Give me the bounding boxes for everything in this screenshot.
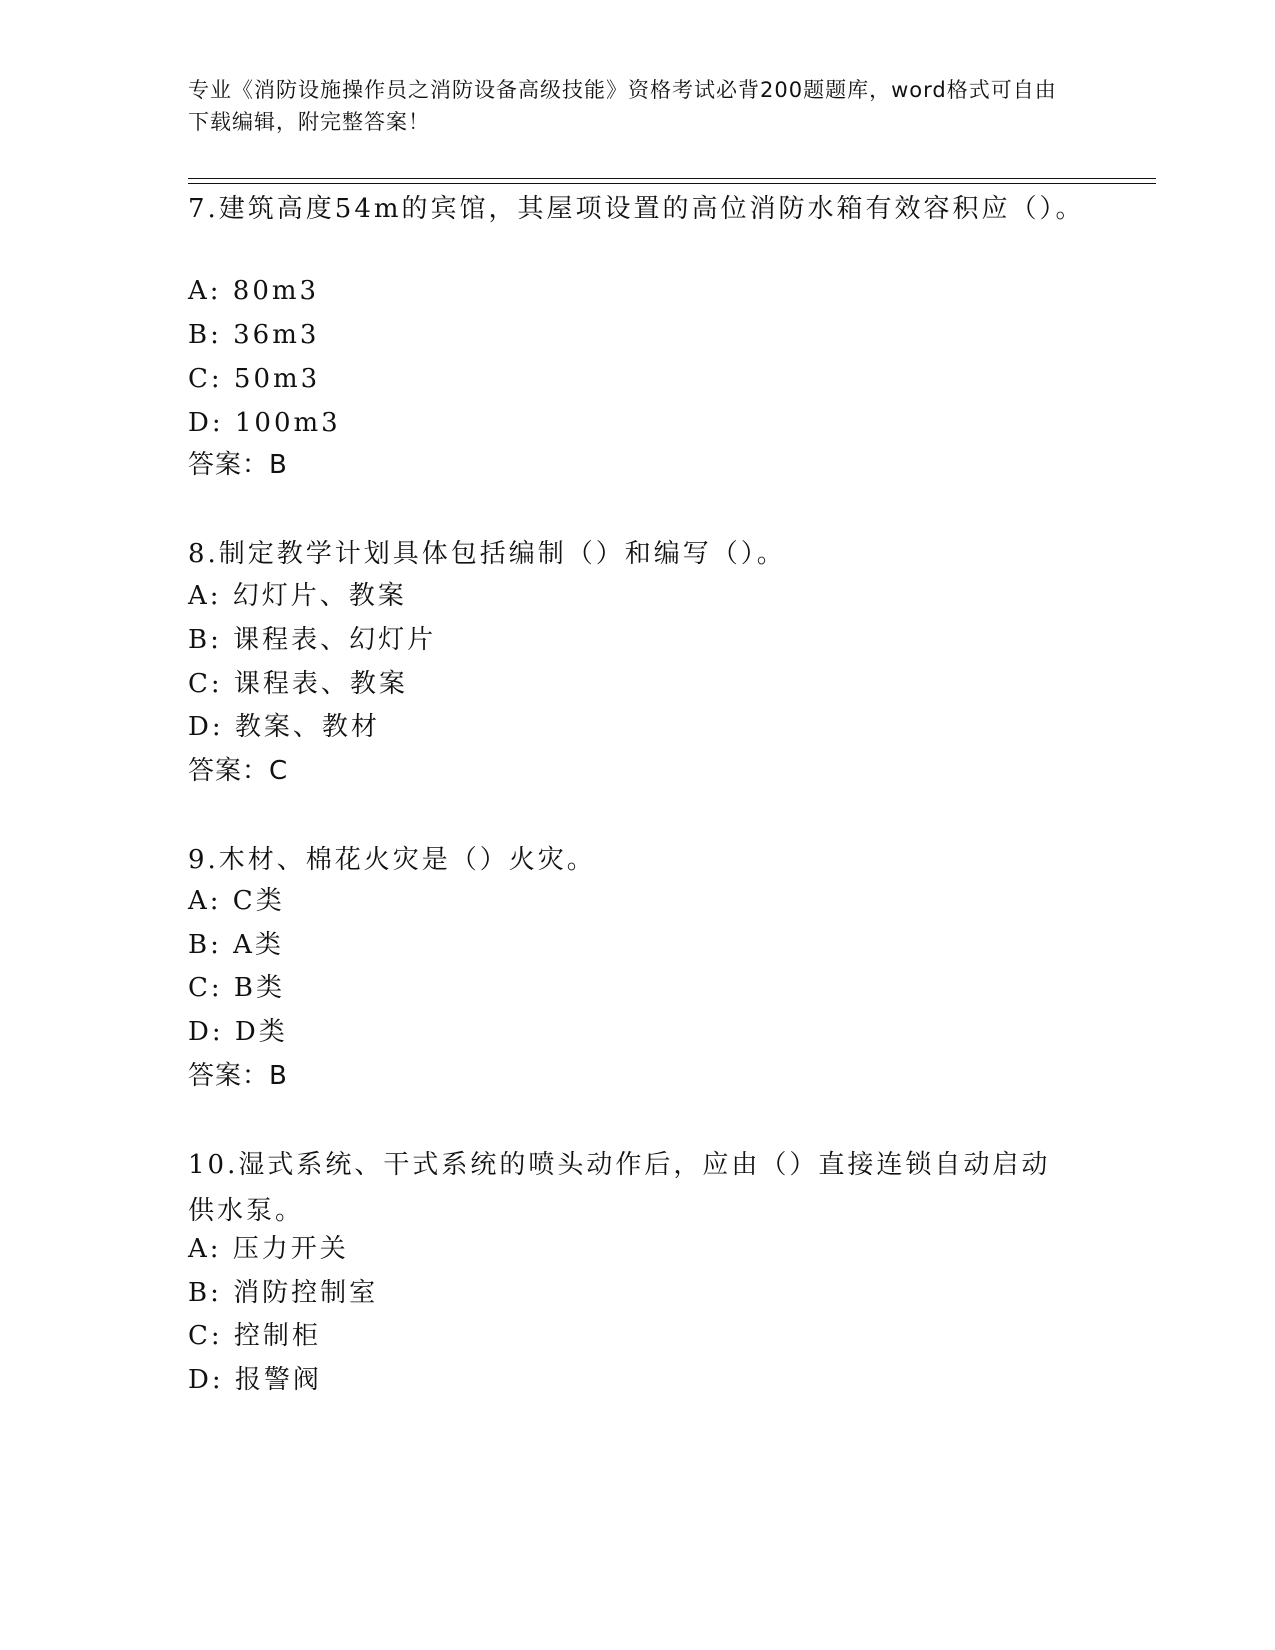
question-10-stem: 10.湿式系统、干式系统的喷头动作后，应由（）直接连锁自动启动供水泵。 [188, 1150, 1051, 1226]
question-10-option-a: A: 压力开关 [188, 1234, 349, 1264]
header-divider-bottom [188, 183, 1156, 184]
question-7-option-c: C: 50m3 [188, 364, 321, 394]
question-10-option-c: C: 控制柜 [188, 1321, 321, 1351]
question-8-option-b: B: 课程表、幻灯片 [188, 625, 437, 655]
question-10-option-d: D: 报警阀 [188, 1365, 322, 1395]
question-8-stem: 8.制定教学计划具体包括编制（）和编写（）。 [188, 539, 786, 569]
question-8-option-c: C: 课程表、教案 [188, 669, 408, 699]
question-10-option-b: B: 消防控制室 [188, 1278, 379, 1308]
question-8-option-a: A: 幻灯片、教案 [188, 581, 407, 611]
question-7-option-a: A: 80m3 [188, 276, 320, 306]
question-7-answer: 答案：B [188, 450, 288, 480]
question-9-option-a: A: C类 [188, 886, 285, 916]
question-9-option-d: D: D类 [188, 1017, 288, 1047]
header-divider-top [188, 178, 1156, 179]
question-7-option-b: B: 36m3 [188, 320, 320, 350]
question-9-option-b: B: A类 [188, 930, 284, 960]
question-8-option-d: D: 教案、教材 [188, 712, 380, 742]
question-9-answer: 答案：B [188, 1061, 288, 1091]
question-9-stem: 9.木材、棉花火灾是（）火灾。 [188, 845, 596, 875]
question-8-answer: 答案：C [188, 756, 289, 786]
question-9-option-c: C: B类 [188, 973, 286, 1003]
document-header: 专业《消防设施操作员之消防设备高级技能》资格考试必背200题题库，word格式可自由下载编辑，附完整答案！ [188, 78, 1057, 134]
question-7-stem: 7.建筑高度54m的宾馆，其屋项设置的高位消防水箱有效容积应（）。 [188, 194, 1085, 224]
question-7-option-d: D: 100m3 [188, 408, 341, 438]
